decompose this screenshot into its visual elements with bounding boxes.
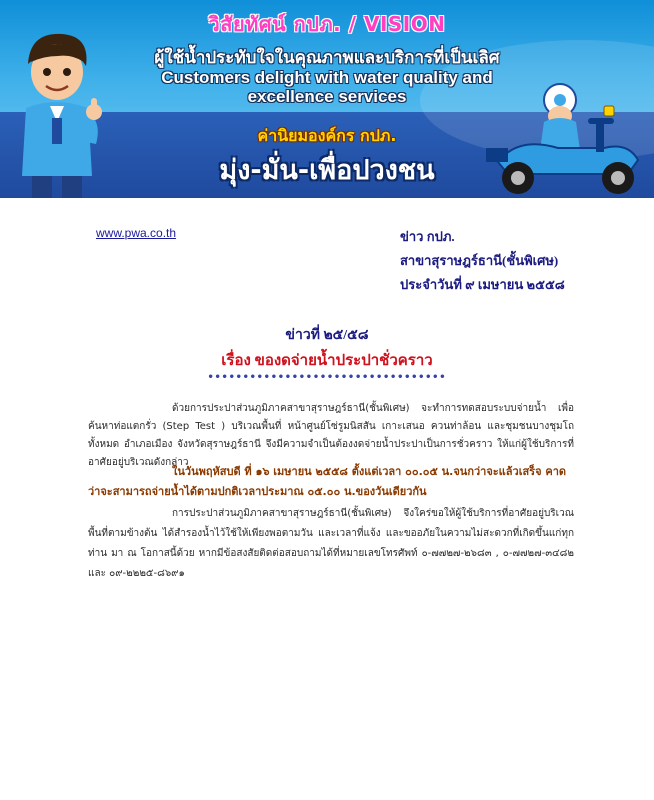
news-number: ข่าวที่ ๒๕/๕๘: [285, 328, 369, 343]
dotted-divider: ••••••••••••••••••••••••••••••••••: [207, 372, 447, 383]
vision-en-line-2: excellence services: [247, 87, 407, 106]
paragraph-announcement: ด้วยการประปาส่วนภูมิภาคสาขาสุราษฎร์ธานี(ชั้นพิเศษ) จะทำการทดสอบระบบจ่ายน้ำ เพื่อค้นหาท่อแตกรั่ว (Step Test ) บริเวณพื้นที่ หน้าศูนย์โซ่รูมนิสสัน เกาะเสนอ ควนท่าล้อน และชุมชนบางชุมโถทั้งหมด อำเภอเมือง จังหวัดสุราษฎร์ธานี จึงมีความจำเป็นต้องงดจ่ายน้ำประปาเป็นการชั่วคราว ให้แก่ผู้ใช้บริการที่อาศัยอยู่บริเวณดังกล่าว: [88, 403, 574, 468]
branch-name: สาขาสุราษฎร์ธานี(ชั้นพิเศษ): [400, 253, 559, 268]
vision-statement-thai: ผู้ใช้น้ำประทับใจในคุณภาพและบริการที่เป็นเลิศ: [154, 48, 500, 68]
news-subject: เรื่อง ของดจ่ายน้ำประปาชั่วคราว: [221, 353, 433, 369]
vision-statement-english: [0, 68, 654, 106]
paragraph-schedule: ในวันพฤหัสบดี ที่ ๑๖ เมษายน ๒๕๕๘ ตั้งแต่เวลา ๐๐.๐๕ น.จนกว่าจะแล้วเสร็จ คาดว่าจะสามารถจ่ายน้ำได้ตามปกติเวลาประมาณ ๐๕.๐๐ น.ของวันเดียวกัน: [88, 465, 567, 498]
news-source: ข่าว กปภ.: [400, 229, 455, 244]
paragraph-contact: การประปาส่วนภูมิภาคสาขาสุราษฎร์ธานี(ชั้นพิเศษ) จึงใคร่ขอให้ผู้ใช้บริการที่อาศัยอยู่บริเวณพื้นที่ตามข้างต้น ได้สำรองน้ำไว้ใช้ให้เพียงพอตามวัน และเวลาที่แจ้ง และขออภัยในความไม่สะดวกที่เกิดขึ้นแก่ทุกท่าน มา ณ โอกาสนี้ด้วย หากมีข้อสงสัยติดต่อสอบถามได้ที่หมายเลขโทรศัพท์ ๐-๗๗๒๗-๒๖๘๓ , ๐-๗๗๒๗-๓๔๘๒ และ ๐๙-๒๒๒๕-๘๖๙๑: [88, 508, 574, 579]
values-slogan: มุ่ง-มั่น-เพื่อปวงชน: [219, 155, 435, 186]
vision-banner: [0, 0, 654, 198]
values-title: ค่านิยมองค์กร กปภ.: [257, 126, 397, 145]
news-date: ประจำวันที่ ๙ เมษายน ๒๕๕๘: [400, 277, 565, 292]
vision-title: วิสัยทัศน์ กปภ. / VISION: [208, 12, 446, 36]
vision-en-line-1: Customers delight with water quality and: [161, 68, 493, 87]
website-link[interactable]: www.pwa.co.th: [96, 226, 177, 240]
